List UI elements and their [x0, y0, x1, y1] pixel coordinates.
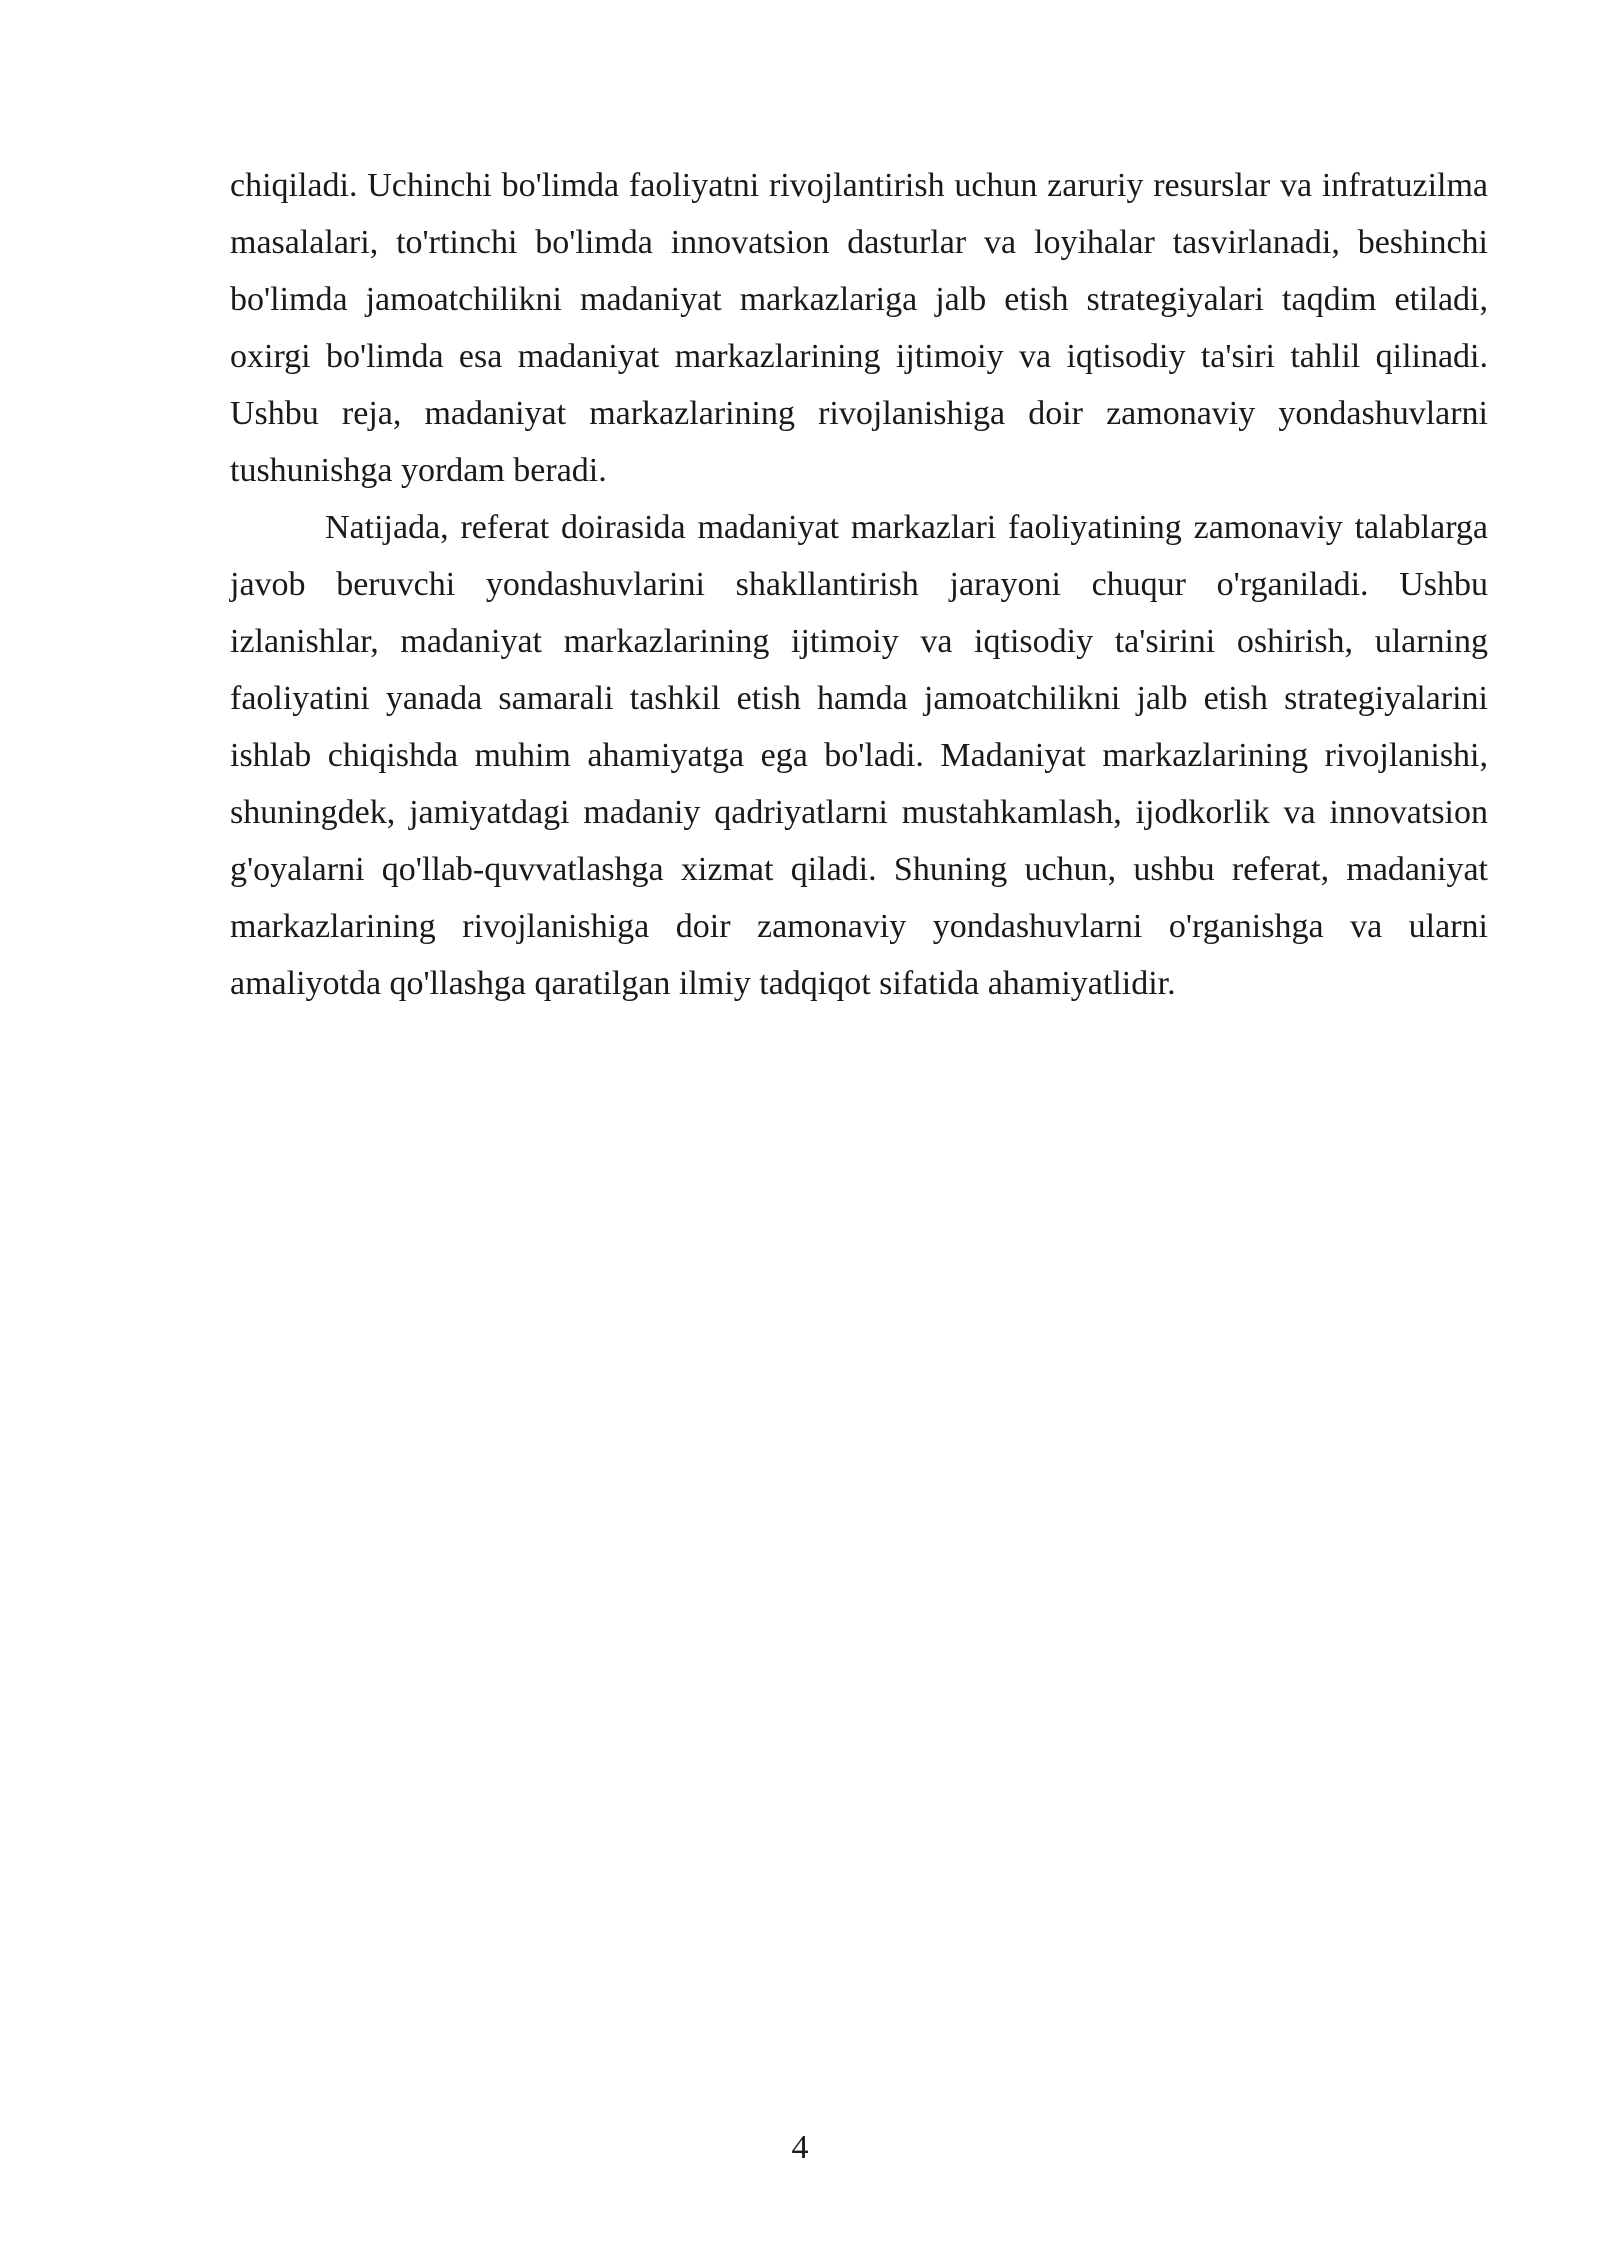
body-text [230, 157, 1488, 1012]
paragraph-continuation: chiqiladi. Uchinchi bo'limda faoliyatni rivojlantirish uchun zaruriy resurslar va infratuzilma masalalari, to'rtinchi bo'limda innovatsion dasturlar va loyihalar tasvirlanadi, beshinchi bo'limda jamoatchilikni madaniyat markazlariga jalb etish strategiyalari taqdim etiladi, oxirgi bo'limda esa madaniyat markazlarining ijtimoiy va iqtisodiy ta'siri tahlil qilinadi. Ushbu reja, madaniyat markazlarining rivojlanishiga doir zamonaviy yondashuvlarni tushunishga yordam beradi. [230, 167, 1488, 489]
page-number: 4 [791, 2129, 809, 2166]
paragraph-conclusion: Natijada, referat doirasida madaniyat markazlari faoliyatining zamonaviy talablarga javob beruvchi yondashuvlarini shakllantirish jarayoni chuqur o'rganiladi. Ushbu izlanishlar, madaniyat markazlarining ijtimoiy va iqtisodiy ta'sirini oshirish, ularning faoliyatini yanada samarali tashkil etish hamda jamoatchilikni jalb etish strategiyalarini ishlab chiqishda muhim ahamiyatga ega bo'ladi. Madaniyat markazlarining rivojlanishi, shuningdek, jamiyatdagi madaniy qadriyatlarni mustahkamlash, ijodkorlik va innovatsion g'oyalarni qo'llab-quvvatlashga xizmat qiladi. Shuning uchun, ushbu referat, madaniyat markazlarining rivojlanishiga doir zamonaviy yondashuvlarni o'rganishga va ularni amaliyotda qo'llashga qaratilgan ilmiy tadqiqot sifatida ahamiyatlidir. [230, 509, 1488, 1002]
